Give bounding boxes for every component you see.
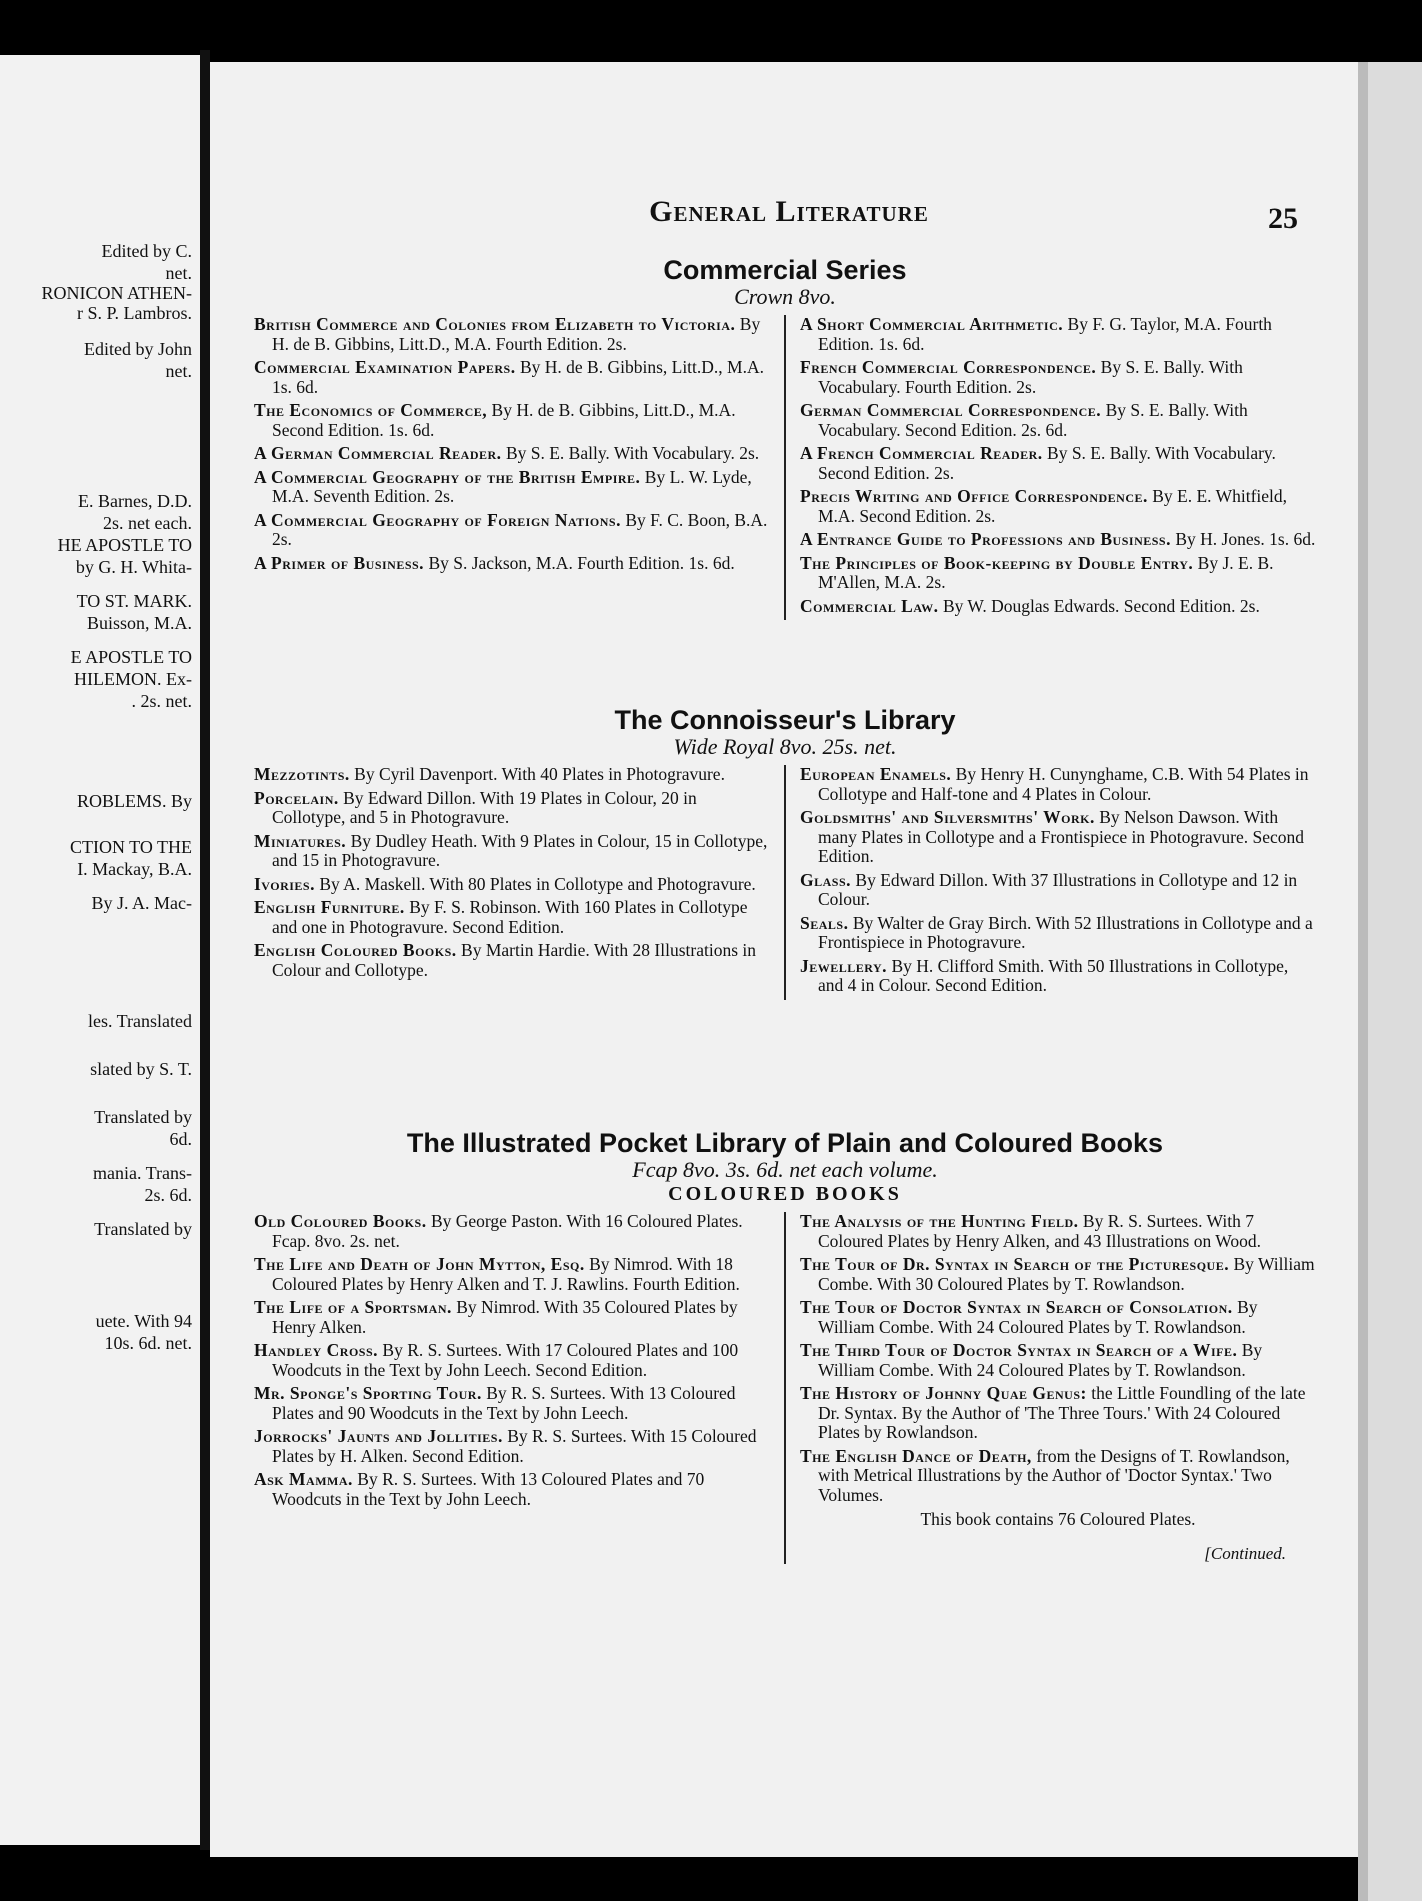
book-entry [800, 554, 1316, 593]
book-entry [800, 444, 1316, 483]
book-entry [800, 487, 1316, 526]
facing-page-text: 10s. 6d. net. [104, 1333, 192, 1353]
section-title: The Illustrated Pocket Library of Plain and Coloured Books [406, 1128, 1164, 1158]
commercial-right-column [786, 315, 1330, 620]
book-entry [800, 358, 1316, 397]
book-title: French Commercial Correspondence. [800, 357, 1097, 377]
facing-page-text: By J. A. Mac- [91, 893, 192, 913]
facing-page-text: E. Barnes, D.D. [78, 491, 192, 511]
pocket-right-column [786, 1212, 1330, 1564]
book-details: By S. Jackson, M.A. Fourth Edition. 1s. 6d. [424, 552, 735, 573]
book-title: A Commercial Geography of Foreign Nations. [254, 509, 621, 530]
book-title: Commercial Law. [800, 595, 939, 616]
running-header: General Literature [649, 195, 929, 228]
book-entry [254, 444, 770, 464]
facing-page-text: slated by S. T. [90, 1059, 192, 1079]
book-entry [254, 941, 770, 980]
book-title: A German Commercial Reader. [254, 443, 502, 463]
book-title: Mezzotints. [254, 764, 350, 784]
pocket-left-column [240, 1212, 786, 1564]
book-details: By S. E. Bally. With Vocabulary. Fourth Edition. 2s. [818, 357, 1243, 397]
facing-page-text: HILEMON. Ex- [74, 669, 192, 689]
book-title: Miniatures. [254, 830, 347, 851]
book-entry [800, 1341, 1316, 1380]
book-title: Commercial Examination Papers. [254, 357, 516, 377]
book-title: A Primer of Business. [254, 552, 425, 573]
book-entry [800, 1212, 1316, 1251]
section-title: The Connoisseur's Library [614, 705, 956, 735]
book-entry [254, 1427, 770, 1466]
book-entry [254, 358, 770, 397]
book-entry [254, 401, 770, 440]
facing-page-text: 6d. [169, 1129, 192, 1149]
book-entry [254, 468, 770, 507]
book-title: The English Dance of Death, [800, 1445, 1032, 1466]
book-details: By F. C. Boon, B.A. 2s. [272, 509, 768, 549]
book-details: By George Paston. With 16 Coloured Plates. Fcap. 8vo. 2s. net. [272, 1211, 743, 1251]
book-entry [800, 808, 1316, 867]
book-title: Mr. Sponge's Sporting Tour. [254, 1383, 482, 1403]
commercial-series [240, 255, 1330, 620]
book-title: A Commercial Geography of the British Empire. [254, 466, 641, 487]
facing-page-text: ROBLEMS. By [76, 791, 192, 811]
book-details: By R. S. Surtees. With 15 Coloured Plates by H. Alken. Second Edition. [272, 1426, 757, 1466]
book-spine [200, 50, 210, 1850]
book-entry [800, 1255, 1316, 1294]
page-number: 25 [1268, 202, 1298, 235]
book-title: A Entrance Guide to Professions and Business. [800, 529, 1171, 549]
book-entry [254, 1212, 770, 1251]
book-details: By Martin Hardie. With 28 Illustrations in Colour and Collotype. [272, 940, 756, 980]
facing-page-text: I. Mackay, B.A. [77, 859, 192, 879]
book-details: By William Combe. With 24 Coloured Plates by T. Rowlandson. [818, 1340, 1263, 1380]
book-title: The Economics of Commerce, [254, 400, 488, 420]
connoisseur-left-column [240, 765, 786, 1000]
section-subtitle: Wide Royal 8vo. 25s. net. [673, 734, 897, 759]
facing-page-text: Edited by C. [101, 241, 192, 261]
catalogue-page [210, 62, 1358, 1857]
book-entry [254, 875, 770, 895]
book-details: By Cyril Davenport. With 40 Plates in Photogravure. [349, 764, 725, 784]
book-details: By H. Clifford Smith. With 50 Illustrations in Collotype, and 4 in Colour. Second Edition. [818, 955, 1289, 995]
book-entry [254, 765, 770, 785]
book-details: By William Combe. With 30 Coloured Plates by T. Rowlandson. [818, 1254, 1315, 1294]
book-title: Ask Mamma. [254, 1469, 353, 1489]
book-entry [800, 315, 1316, 354]
book-title: Porcelain. [254, 787, 339, 808]
page-edge [1358, 62, 1422, 1901]
facing-page-text: uete. With 94 [95, 1311, 192, 1331]
section-subtitle: Crown 8vo. [734, 284, 836, 309]
book-title: The Life and Death of John Mytton, Esq. [254, 1254, 585, 1274]
book-details: By Nimrod. With 18 Coloured Plates by Henry Alken and T. J. Rawlins. Fourth Edition. [272, 1254, 740, 1294]
book-entry [800, 1298, 1316, 1337]
facing-page-text: net. [165, 263, 192, 283]
book-entry [800, 957, 1316, 996]
connoisseur-right-column [786, 765, 1330, 1000]
book-title: A Short Commercial Arithmetic. [800, 314, 1064, 334]
book-details: By H. de B. Gibbins, Litt.D., M.A. 1s. 6d. [272, 357, 764, 397]
book-title: Jewellery. [800, 955, 888, 976]
continued-marker: [Continued. [1204, 1544, 1286, 1563]
book-entry [800, 530, 1316, 550]
book-entry [254, 511, 770, 550]
book-title: German Commercial Correspondence. [800, 400, 1102, 420]
facing-page-text: net. [165, 361, 192, 381]
book-title: English Coloured Books. [254, 940, 457, 960]
section-subheading: COLOURED BOOKS [668, 1183, 902, 1205]
book-details: By J. E. B. M'Allen, M.A. 2s. [818, 552, 1274, 592]
facing-page-text: Edited by John [84, 339, 192, 359]
book-title: European Enamels. [800, 764, 952, 784]
book-details: By William Combe. With 24 Coloured Plates by T. Rowlandson. [818, 1297, 1258, 1337]
book-entry [800, 1447, 1316, 1506]
pocket-library [240, 1128, 1330, 1564]
book-title: A French Commercial Reader. [800, 443, 1043, 463]
facing-page-text: HE APOSTLE TO [57, 535, 192, 555]
book-entry [254, 1255, 770, 1294]
book-entry [254, 789, 770, 828]
facing-page-fragment [0, 55, 200, 1845]
book-title: The Tour of Dr. Syntax in Search of the Picturesque. [800, 1254, 1230, 1274]
book-details: By Nimrod. With 35 Coloured Plates by Henry Alken. [272, 1297, 738, 1337]
book-details: By R. S. Surtees. With 7 Coloured Plates by Henry Alken, and 43 Illustrations on Wood. [818, 1211, 1262, 1251]
book-details: By E. E. Whitfield, M.A. Second Edition. 2s. [818, 486, 1288, 526]
book-details: By R. S. Surtees. With 13 Coloured Plates and 90 Woodcuts in the Text by John Leech. [272, 1383, 736, 1423]
book-title: The Third Tour of Doctor Syntax in Search of a Wife. [800, 1340, 1238, 1360]
book-entry [800, 597, 1316, 617]
facing-page-text: mania. Trans- [93, 1163, 192, 1183]
book-details: the Little Foundling of the late Dr. Syntax. By the Author of 'The Three Tours.' With 24 Coloured Plates by Rowlandson. [818, 1383, 1306, 1442]
facing-page-text: . 2s. net. [131, 691, 192, 711]
facing-page-text: Buisson, M.A. [86, 613, 192, 633]
book-title: Goldsmiths' and Silversmiths' Work. [800, 807, 1095, 827]
book-details: from the Designs of T. Rowlandson, with Metrical Illustrations by the Author of 'Doctor Syntax.' Two Volumes. [818, 1445, 1290, 1505]
book-entry [254, 1384, 770, 1423]
facing-page-text: RONICON ATHEN- [41, 283, 192, 303]
book-details: By Edward Dillon. With 19 Plates in Colour, 20 in Collotype, and 5 in Photogravure. [272, 787, 697, 827]
book-title: Handley Cross. [254, 1340, 379, 1360]
book-title: Precis Writing and Office Correspondence. [800, 486, 1148, 506]
book-entry [800, 401, 1316, 440]
book-title: Glass. [800, 869, 852, 890]
book-details: By R. S. Surtees. With 17 Coloured Plates and 100 Woodcuts in the Text by John Leech. Second Edition. [272, 1340, 739, 1380]
facing-page-text: 2s. 6d. [144, 1185, 192, 1205]
book-details: By Dudley Heath. With 9 Plates in Colour, 15 in Collotype, and 15 in Photogravure. [272, 830, 768, 870]
book-title: The History of Johnny Quae Genus: [800, 1383, 1087, 1403]
book-title: The Principles of Book-keeping by Double Entry. [800, 552, 1194, 573]
book-details: By Walter de Gray Birch. With 52 Illustrations in Collotype and a Frontispiece in Photogravure. [818, 912, 1313, 952]
book-details: By H. Jones. 1s. 6d. [1170, 529, 1316, 549]
book-details: By Henry H. Cunynghame, C.B. With 54 Plates in Collotype and Half-tone and 4 Plates in Colour. [818, 764, 1309, 804]
facing-page-text: 2s. net each. [103, 513, 192, 533]
book-details: By H. de B. Gibbins, Litt.D., M.A. Second Edition. 1s. 6d. [272, 400, 736, 440]
book-details: By F. G. Taylor, M.A. Fourth Edition. 1s. 6d. [818, 314, 1272, 354]
connoisseurs-library [240, 705, 1330, 1000]
book-details: By W. Douglas Edwards. Second Edition. 2s. [938, 595, 1260, 616]
book-entry [254, 1470, 770, 1509]
book-title: The Tour of Doctor Syntax in Search of Consolation. [800, 1297, 1233, 1317]
book-entry [254, 315, 770, 354]
book-details: By F. S. Robinson. With 160 Plates in Collotype and one in Photogravure. Second Edition. [272, 897, 748, 937]
book-title: The Life of a Sportsman. [254, 1297, 452, 1317]
book-details: By R. S. Surtees. With 13 Coloured Plates and 70 Woodcuts in the Text by John Leech. [272, 1469, 705, 1509]
section-title: Commercial Series [663, 255, 907, 285]
book-details: By Nelson Dawson. With many Plates in Collotype and a Frontispiece in Photogravure. Second Edition. [818, 807, 1305, 866]
book-details: By S. E. Bally. With Vocabulary. Second Edition. 2s. 6d. [818, 400, 1248, 440]
book-title: Jorrocks' Jaunts and Jollities. [254, 1426, 503, 1446]
facing-page-text: Translated by [94, 1219, 192, 1239]
book-details: By H. de B. Gibbins, Litt.D., M.A. Fourth Edition. 2s. [272, 314, 761, 354]
book-title: English Furniture. [254, 897, 405, 917]
facing-page-text: Translated by [94, 1107, 192, 1127]
book-entry [254, 832, 770, 871]
book-entry [254, 1341, 770, 1380]
pocket-right-entries [800, 1212, 1316, 1505]
book-details: By L. W. Lyde, M.A. Seventh Edition. 2s. [272, 466, 752, 506]
book-details: By S. E. Bally. With Vocabulary. Second Edition. 2s. [818, 443, 1276, 483]
book-details: By S. E. Bally. With Vocabulary. 2s. [501, 443, 760, 463]
book-entry [800, 914, 1316, 953]
facing-page-text: E APOSTLE TO [70, 647, 192, 667]
book-entry [800, 871, 1316, 910]
book-title: Seals. [800, 912, 849, 933]
facing-page-text: les. Translated [87, 1011, 192, 1031]
facing-page-text: CTION TO THE [69, 837, 192, 857]
book-title: Ivories. [254, 873, 315, 894]
book-entry [800, 1384, 1316, 1443]
book-details: By Edward Dillon. With 37 Illustrations in Collotype and 12 in Colour. [818, 869, 1298, 909]
facing-page-text: r S. P. Lambros. [76, 303, 192, 323]
book-title: British Commerce and Colonies from Elizabeth to Victoria. [254, 314, 736, 334]
section-subtitle: Fcap 8vo. 3s. 6d. net each volume. [632, 1157, 938, 1182]
book-entry [800, 765, 1316, 804]
facing-page-text: by G. H. Whita- [75, 557, 192, 577]
commercial-left-column [240, 315, 786, 620]
book-title: Old Coloured Books. [254, 1211, 427, 1231]
book-title: The Analysis of the Hunting Field. [800, 1211, 1079, 1231]
book-entry [254, 898, 770, 937]
plates-note: This book contains 76 Coloured Plates. [920, 1509, 1196, 1529]
book-details: By A. Maskell. With 80 Plates in Collotype and Photogravure. [314, 873, 756, 894]
book-entry [254, 554, 770, 574]
book-entry [254, 1298, 770, 1337]
facing-page-text: TO ST. MARK. [76, 591, 192, 611]
